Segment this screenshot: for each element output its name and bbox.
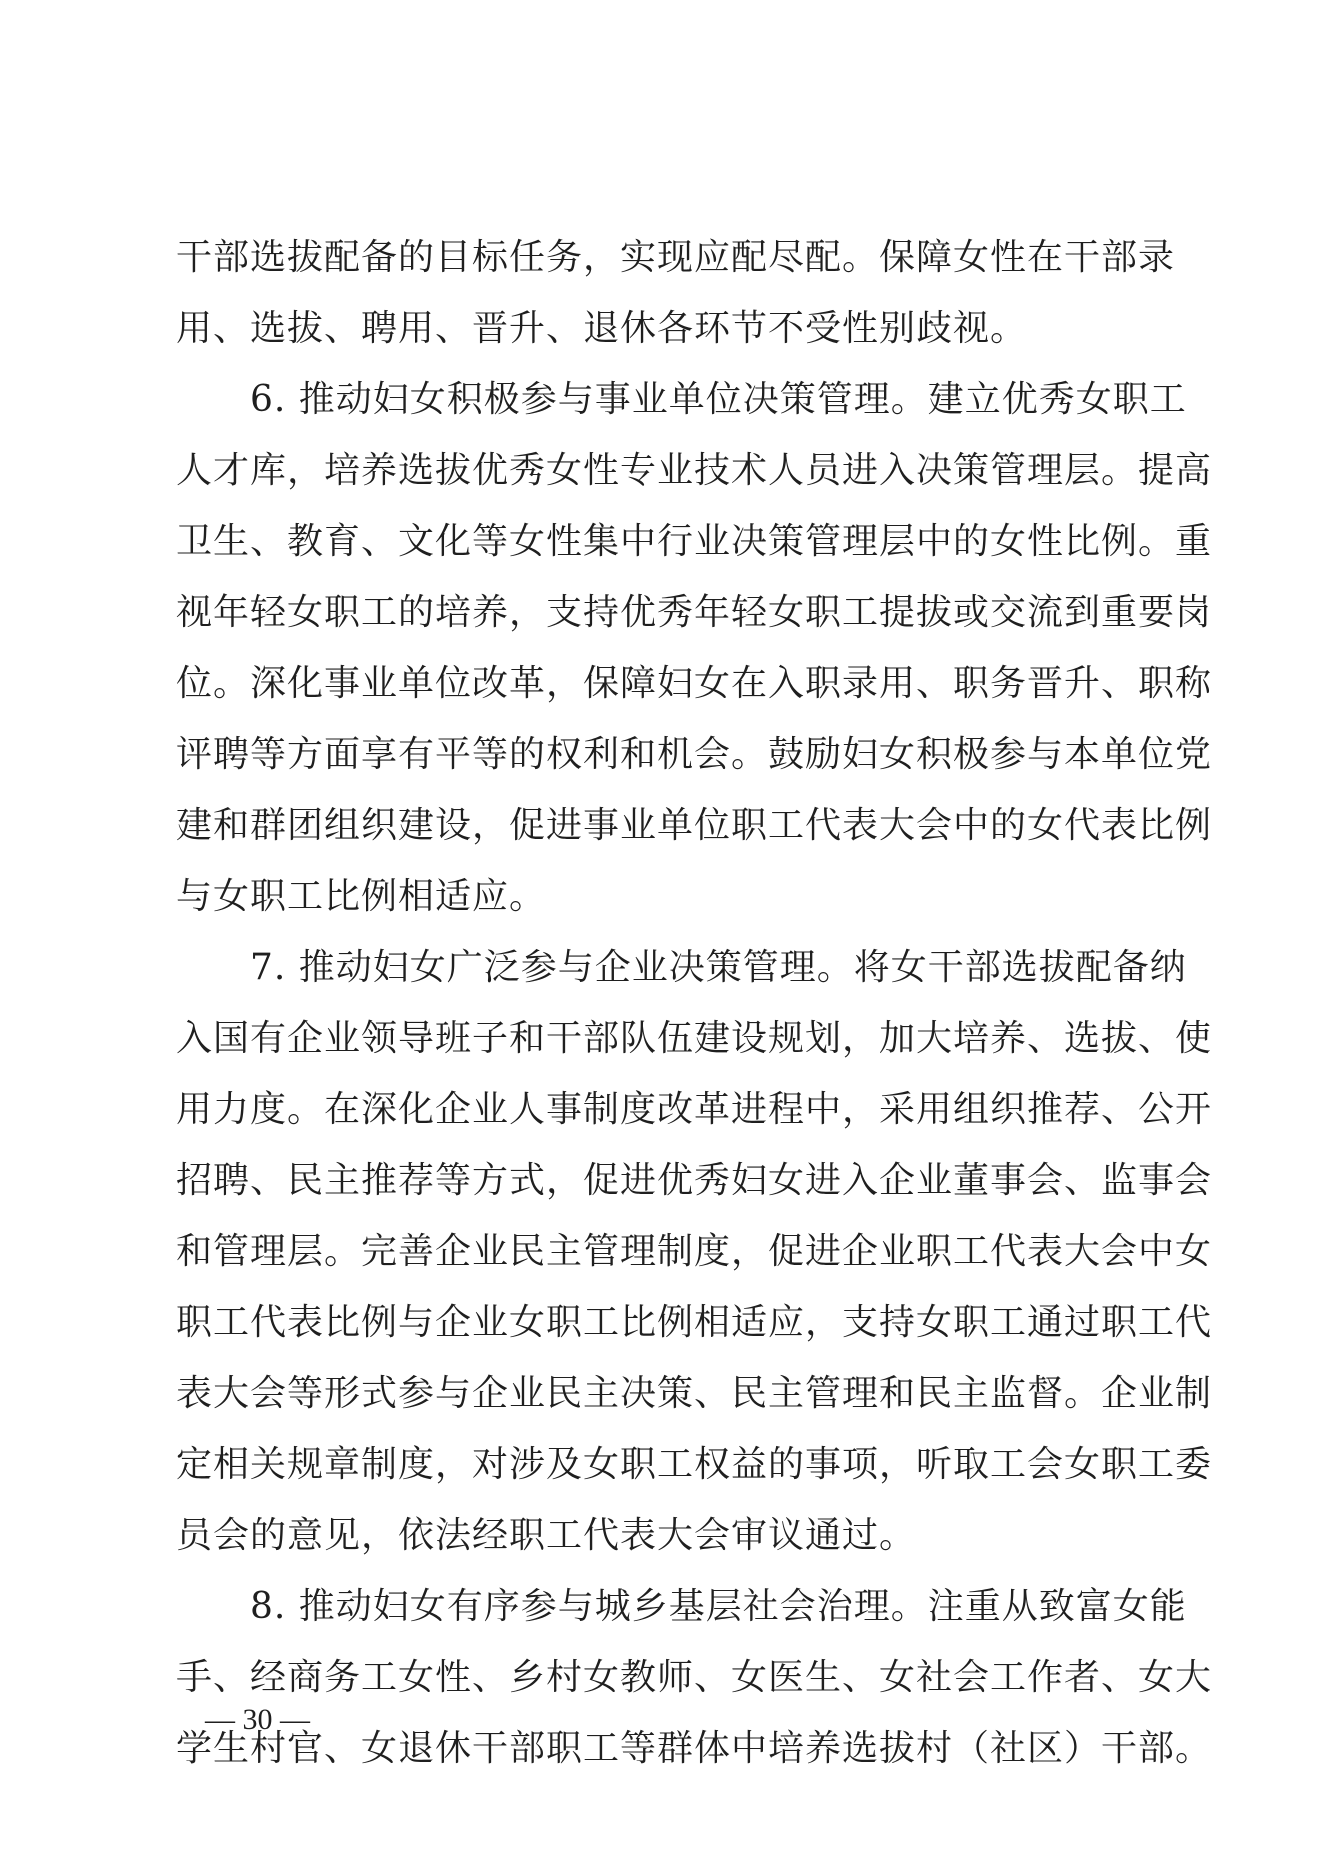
- text-line: 视年轻女职工的培养，支持优秀年轻女职工提拔或交流到重要岗: [176, 592, 1213, 633]
- text-line: 8. 推动妇女有序参与城乡基层社会治理。注重从致富女能: [176, 1586, 1187, 1627]
- text-line: 招聘、民主推荐等方式，促进优秀妇女进入企业董事会、监事会: [176, 1160, 1213, 1201]
- text-line: 位。深化事业单位改革，保障妇女在入职录用、职务晋升、职称: [176, 663, 1213, 704]
- text-line: 干部选拔配备的目标任务，实现应配尽配。保障女性在干部录: [176, 237, 1176, 278]
- body-text: [176, 222, 1213, 1784]
- text-line: 与女职工比例相适应。: [176, 876, 547, 917]
- text-line: 手、经商务工女性、乡村女教师、女医生、女社会工作者、女大: [176, 1657, 1213, 1698]
- text-line: 和管理层。完善企业民主管理制度，促进企业职工代表大会中女: [176, 1231, 1213, 1272]
- text-line: 卫生、教育、文化等女性集中行业决策管理层中的女性比例。重: [176, 521, 1213, 562]
- page-number: — 30 —: [205, 1703, 310, 1736]
- text-line: 人才库，培养选拔优秀女性专业技术人员进入决策管理层。提高: [176, 450, 1213, 491]
- text-line: 6. 推动妇女积极参与事业单位决策管理。建立优秀女职工: [176, 379, 1187, 420]
- text-line: 用力度。在深化企业人事制度改革进程中，采用组织推荐、公开: [176, 1089, 1213, 1130]
- text-line: 员会的意见，依法经职工代表大会审议通过。: [176, 1515, 917, 1556]
- text-line: 建和群团组织建设，促进事业单位职工代表大会中的女代表比例: [176, 805, 1213, 846]
- text-line: 7. 推动妇女广泛参与企业决策管理。将女干部选拔配备纳: [176, 947, 1187, 988]
- text-line: 定相关规章制度，对涉及女职工权益的事项，听取工会女职工委: [176, 1444, 1213, 1485]
- text-line: 表大会等形式参与企业民主决策、民主管理和民主监督。企业制: [176, 1373, 1213, 1414]
- text-line: 用、选拔、聘用、晋升、退休各环节不受性别歧视。: [176, 308, 1028, 349]
- text-line: 入国有企业领导班子和干部队伍建设规划，加大培养、选拔、使: [176, 1018, 1213, 1059]
- text-line: 学生村官、女退休干部职工等群体中培养选拔村（社区）干部。: [176, 1728, 1213, 1769]
- text-line: 评聘等方面享有平等的权利和机会。鼓励妇女积极参与本单位党: [176, 734, 1213, 775]
- text-line: 职工代表比例与企业女职工比例相适应，支持女职工通过职工代: [176, 1302, 1213, 1343]
